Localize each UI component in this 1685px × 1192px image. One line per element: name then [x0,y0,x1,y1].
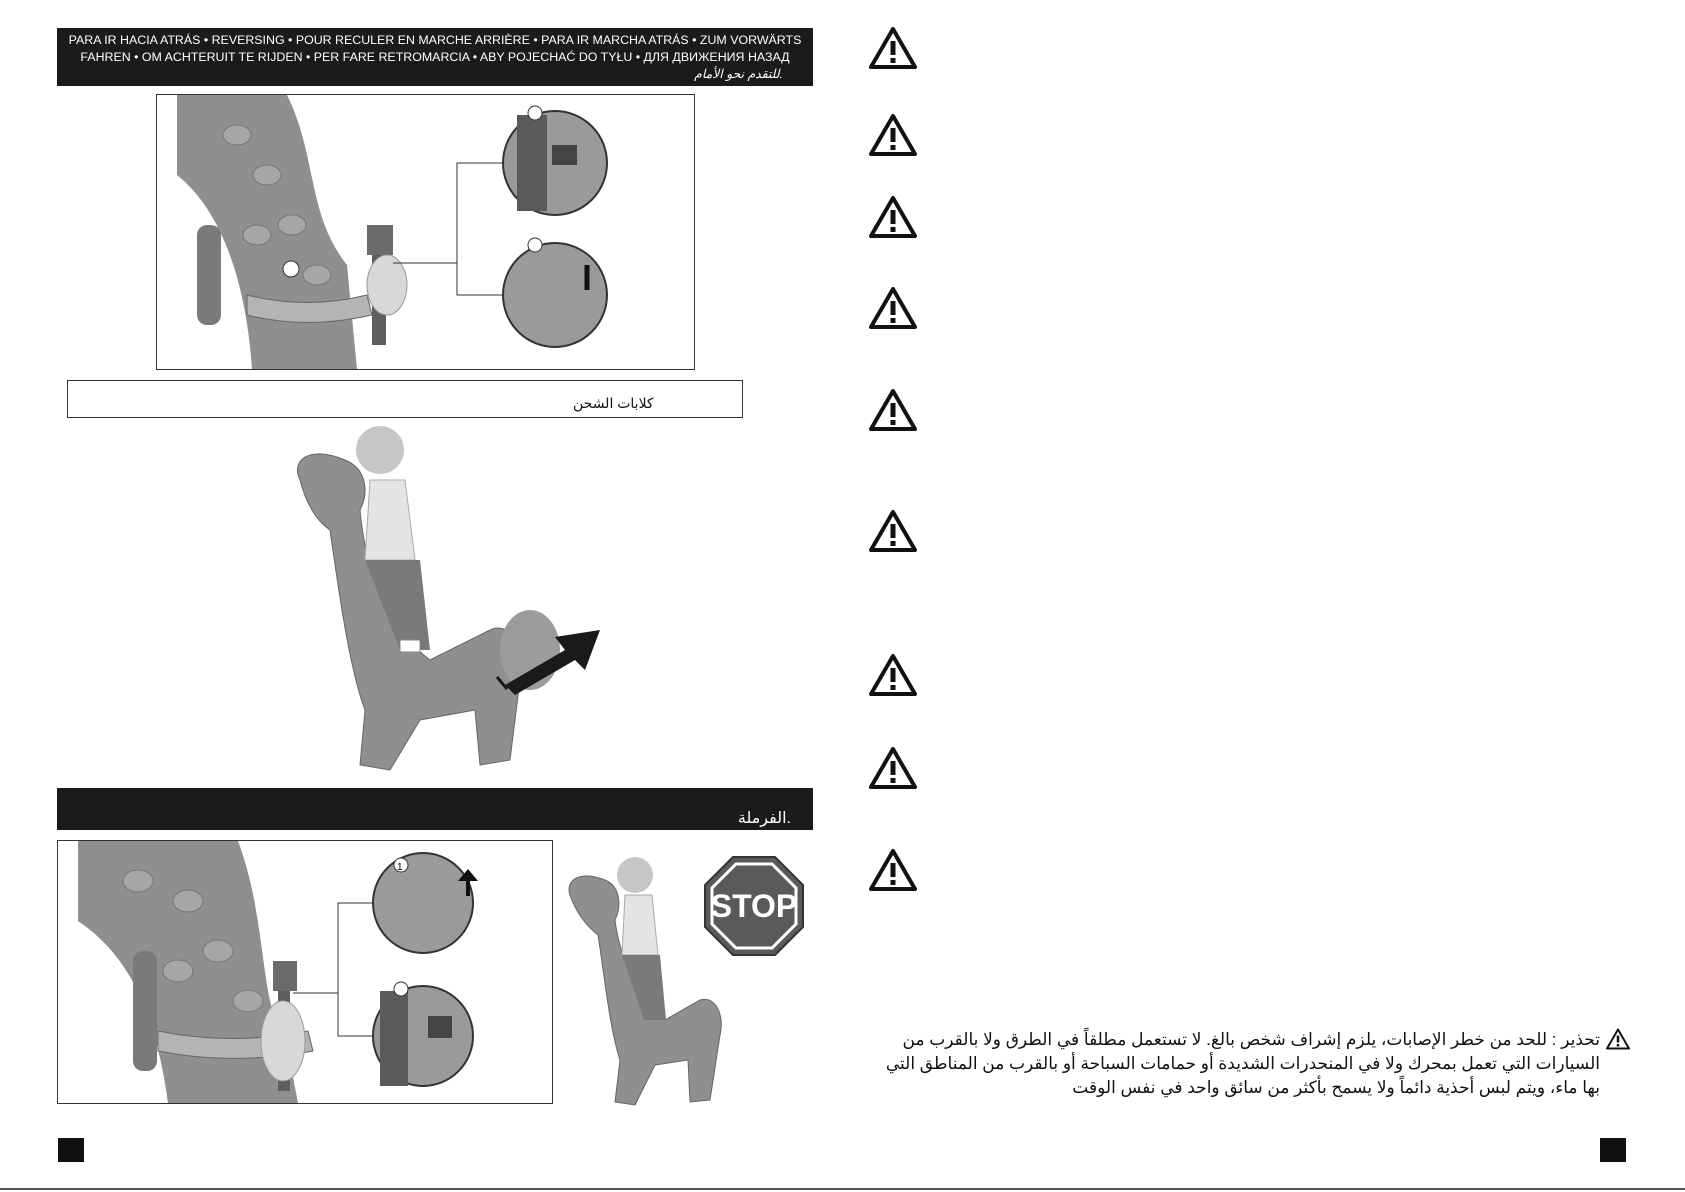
stop-sign-icon [703,855,805,957]
reversing-header [57,28,813,86]
warning-triangle-icon [868,848,918,892]
charging-hooks-label: كلابات الشحن [573,395,654,411]
braking-illustration [57,840,553,1104]
warning-triangle-icon [868,746,918,790]
reversing-header-line1: PARA IR HACIA ATRÁS • REVERSING • POUR RECULER EN MARCHE ARRIÈRE • PARA IR MARCHA ATRÁS • ZUM VORWÄRTS [68,33,802,47]
warning-triangle-icon [868,388,918,432]
warning-triangle-icon [868,113,918,157]
dino-neck-lever-illustration [157,95,694,369]
page-marker-right [1600,1138,1626,1162]
warning-triangle-icon [868,195,918,239]
page-marker-left [58,1138,84,1162]
step-number: 1 [397,862,403,873]
warning-triangle-small-icon [1605,1028,1631,1050]
warning-paragraph-text: تحذير : للحد من خطر الإصابات، يلزم إشراف شخص بالغ. لا تستعمل مطلقاً في الطرق ولا بالقرب من السيارات التي تعمل بمحرك ولا في المنحدرات الشديدة أو حمامات السباحة أو بالقرب من المناطق التي بها ماء، ويتم لبس أحذية دائماً ولا يسمح بأكثر من سائق واحد في نفس الوقت [885,1030,1600,1097]
reversing-header-arabic: للتقدم نحو الأمام. [694,67,783,81]
warning-triangle-icon [868,26,918,70]
reversing-header-line2: FAHREN • OM ACHTERUIT TE RIJDEN • PER FARE RETROMARCIA • ABY POJECHAĆ DO TYŁU • ДЛЯ ДВИЖЕНИЯ НАЗАД [80,50,790,64]
charging-hooks-label-box [67,380,743,418]
braking-header-text: الفرملة. [737,810,791,827]
reversing-illustration [156,94,695,370]
warning-triangle-icon [868,509,918,553]
braking-header [57,788,813,830]
direction-arrow-icon [495,625,605,695]
child-riding-dinosaur-image [270,420,620,790]
warning-paragraph [868,1028,1600,1100]
warning-triangle-icon [868,286,918,330]
stop-sign-text: STOP [710,888,798,924]
dino-neck-brake-illustration [58,841,552,1103]
warning-triangle-icon [868,653,918,697]
bottom-rule [0,1188,1685,1190]
